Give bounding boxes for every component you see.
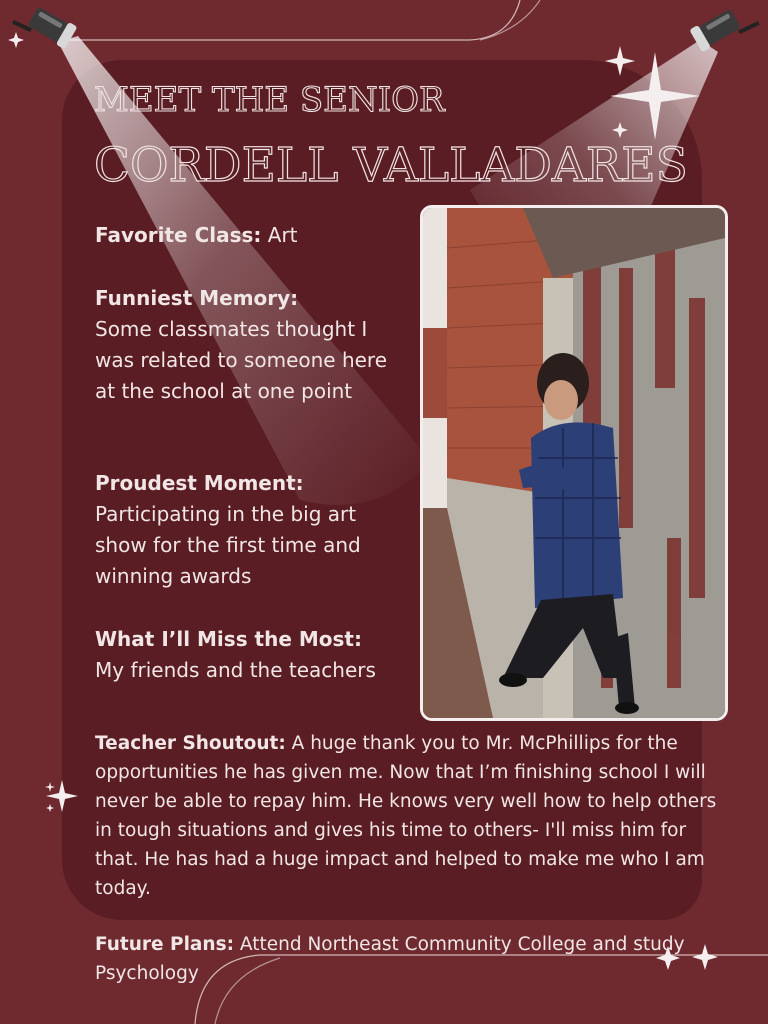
miss-most-value: My friends and the teachers (95, 658, 376, 682)
funniest-memory (95, 283, 405, 407)
miss-most-label: What I’ll Miss the Most: (95, 627, 362, 651)
proudest-moment-label: Proudest Moment: (95, 471, 304, 495)
future-plans-value: Attend Northeast Community College and study Psychology (95, 934, 685, 984)
proudest-moment (95, 468, 405, 592)
funniest-memory-value: Some classmates thought I was related to someone here at the school at one point (95, 317, 388, 403)
teacher-shoutout-value: A huge thank you to Mr. McPhillips for the opportunities he has given me. Now that I’m finishing school I will never be able to repay him. He knows very well how to help others in tough situations and gives his time to others- I'll miss him for that. He has had a huge impact and helped to make me who I am today. (95, 733, 717, 899)
teacher-shoutout-label: Teacher Shoutout: (95, 733, 286, 754)
senior-name: CORDELL VALLADARES (94, 138, 688, 193)
favorite-class-value: Art (267, 223, 298, 247)
future-plans-label: Future Plans: (95, 934, 234, 955)
miss-most (95, 624, 405, 686)
favorite-class-label: Favorite Class: (95, 223, 262, 247)
favorite-class (95, 220, 405, 251)
funniest-memory-label: Funniest Memory: (95, 286, 299, 310)
header-kicker: MEET THE SENIOR (94, 80, 445, 120)
senior-photo (420, 205, 728, 721)
proudest-moment-value: Participating in the big art show for the first time and winning awards (95, 502, 361, 588)
future-plans (95, 930, 705, 988)
teacher-shoutout (95, 729, 725, 903)
